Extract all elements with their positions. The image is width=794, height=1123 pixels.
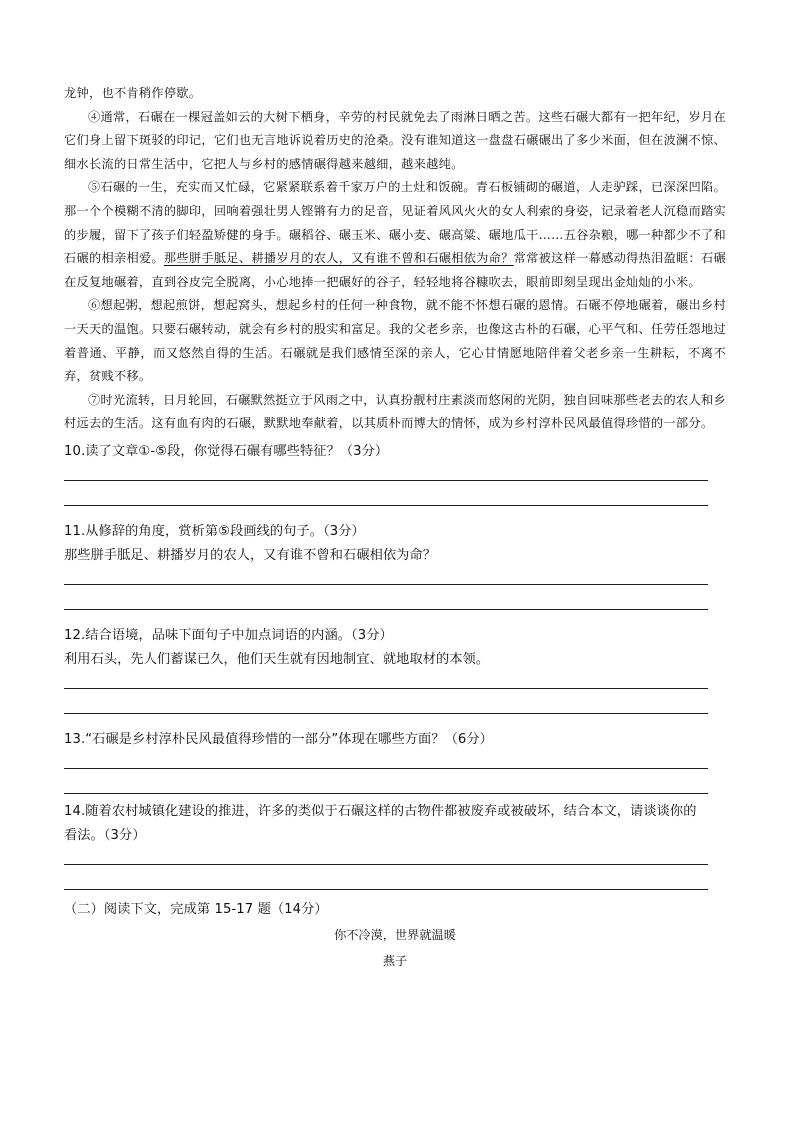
answer-line[interactable] (64, 889, 708, 890)
passage-paragraph-6: ⑥想起粥，想起煎饼，想起窝头，想起乡村的任何一种食物，就不能不怀想石碾的恩情。石碾不停地碾着，碾出乡村一天天的温饱。只要石碾转动，就会有乡村的殷实和富足。我的父老乡亲，也像这古朴的石碾，心平气和、任劳任怨地过着普通、平静，而又悠然自得的生活。石碾就是我们感情至深的亲人，它心甘情愿地陪伴着父老乡亲一生耕耘，不离不弃，贫贱不移。 (64, 298, 726, 384)
paragraph-5-text-a: ⑤石碾的一生，充实而又忙碌，它紧紧联系着千家万户的土灶和饭碗。青石板铺砌的碾道，人走驴踩，已深深凹陷。那一个个模糊不清的脚印，回响着强壮男人铿锵有力的足音，见证着风风火火的女人利索的身姿，记录着老人沉稳而踏实的步履，留下了孩子们轻盈矫健的身手。碾稻谷、碾玉米、碾小麦、碾高粱、碾地瓜干……五谷杂粮，哪一种都少不了和石碾的相亲相爱。 (64, 180, 726, 266)
passage-paragraph-7: ⑦时光流转，日月轮回，石碾默然挺立于风雨之中，认真扮靓村庄素淡而悠闲的光阴，独自回味那些老去的农人和乡村远去的生活。这有血有肉的石碾，默默地奉献着，以其质朴而博大的情怀，成为乡村淳朴民风最值得珍惜的一部分。 (64, 392, 726, 431)
question-14-continued: 看法。（3分） (64, 827, 146, 843)
passage-paragraph-5 (64, 176, 726, 294)
section-2-heading: （二）阅读下文，完成第 15-17 题（14分） (64, 901, 328, 917)
question-12: 12.结合语境，品味下面句子中加点词语的内涵。（3分） (64, 627, 393, 643)
answer-line[interactable] (64, 609, 708, 610)
article-author: 燕子 (382, 953, 408, 968)
question-11: 11.从修辞的角度，赏析第⑤段画线的句子。（3分） (64, 523, 365, 539)
answer-line[interactable] (64, 793, 708, 794)
question-11-sentence: 那些胼手胝足、耕播岁月的农人，又有谁不曾和石碾相依为命？ (64, 547, 437, 563)
question-10: 10.读了文章①-⑤段，你觉得石碾有哪些特征？（3分） (64, 443, 389, 459)
article-title: 你不冷漠，世界就温暖 (334, 927, 456, 942)
exam-page (64, 82, 726, 974)
paragraph-5-text-b: 常常被这样一幕感动得热泪盈眶：石碾在反复地碾着，直到谷皮完全脱离，小心地捧一把碾好的谷子，轻轻地将谷糠吹去，眼前即刻呈现出金灿灿的小米。 (64, 251, 726, 289)
underlined-sentence: 那些胼手胝足、耕播岁月的农人，又有谁不曾和石碾相依为命？ (163, 251, 514, 266)
passage-paragraph-4: ④通常，石碾在一棵冠盖如云的大树下栖身，辛劳的村民就免去了雨淋日晒之苦。这些石碾大都有一把年纪，岁月在它们身上留下斑驳的印记，它们也无言地诉说着历史的沧桑。没有谁知道这一盘盘石碾碾出了多少米面，但在波澜不惊、细水长流的日常生活中，它把人与乡村的感情碾得越来越细，越来越纯。 (64, 109, 726, 171)
question-13: 13.“石碾是乡村淳朴民风最值得珍惜的一部分”体现在哪些方面？（6分） (64, 731, 493, 747)
passage-paragraph-continued: 龙钟，也不肯稍作停歇。 (64, 86, 202, 100)
answer-line[interactable] (64, 713, 708, 714)
question-12-sentence: 利用石头，先人们蓄谋已久，他们天生就有因地制宜、就地取材的本领。 (64, 651, 490, 667)
question-14: 14.随着农村城镇化建设的推进，许多的类似于石碾这样的古物件都被废弃或被破坏，结合本文，请谈谈你的 (64, 803, 697, 819)
answer-line[interactable] (64, 505, 708, 506)
